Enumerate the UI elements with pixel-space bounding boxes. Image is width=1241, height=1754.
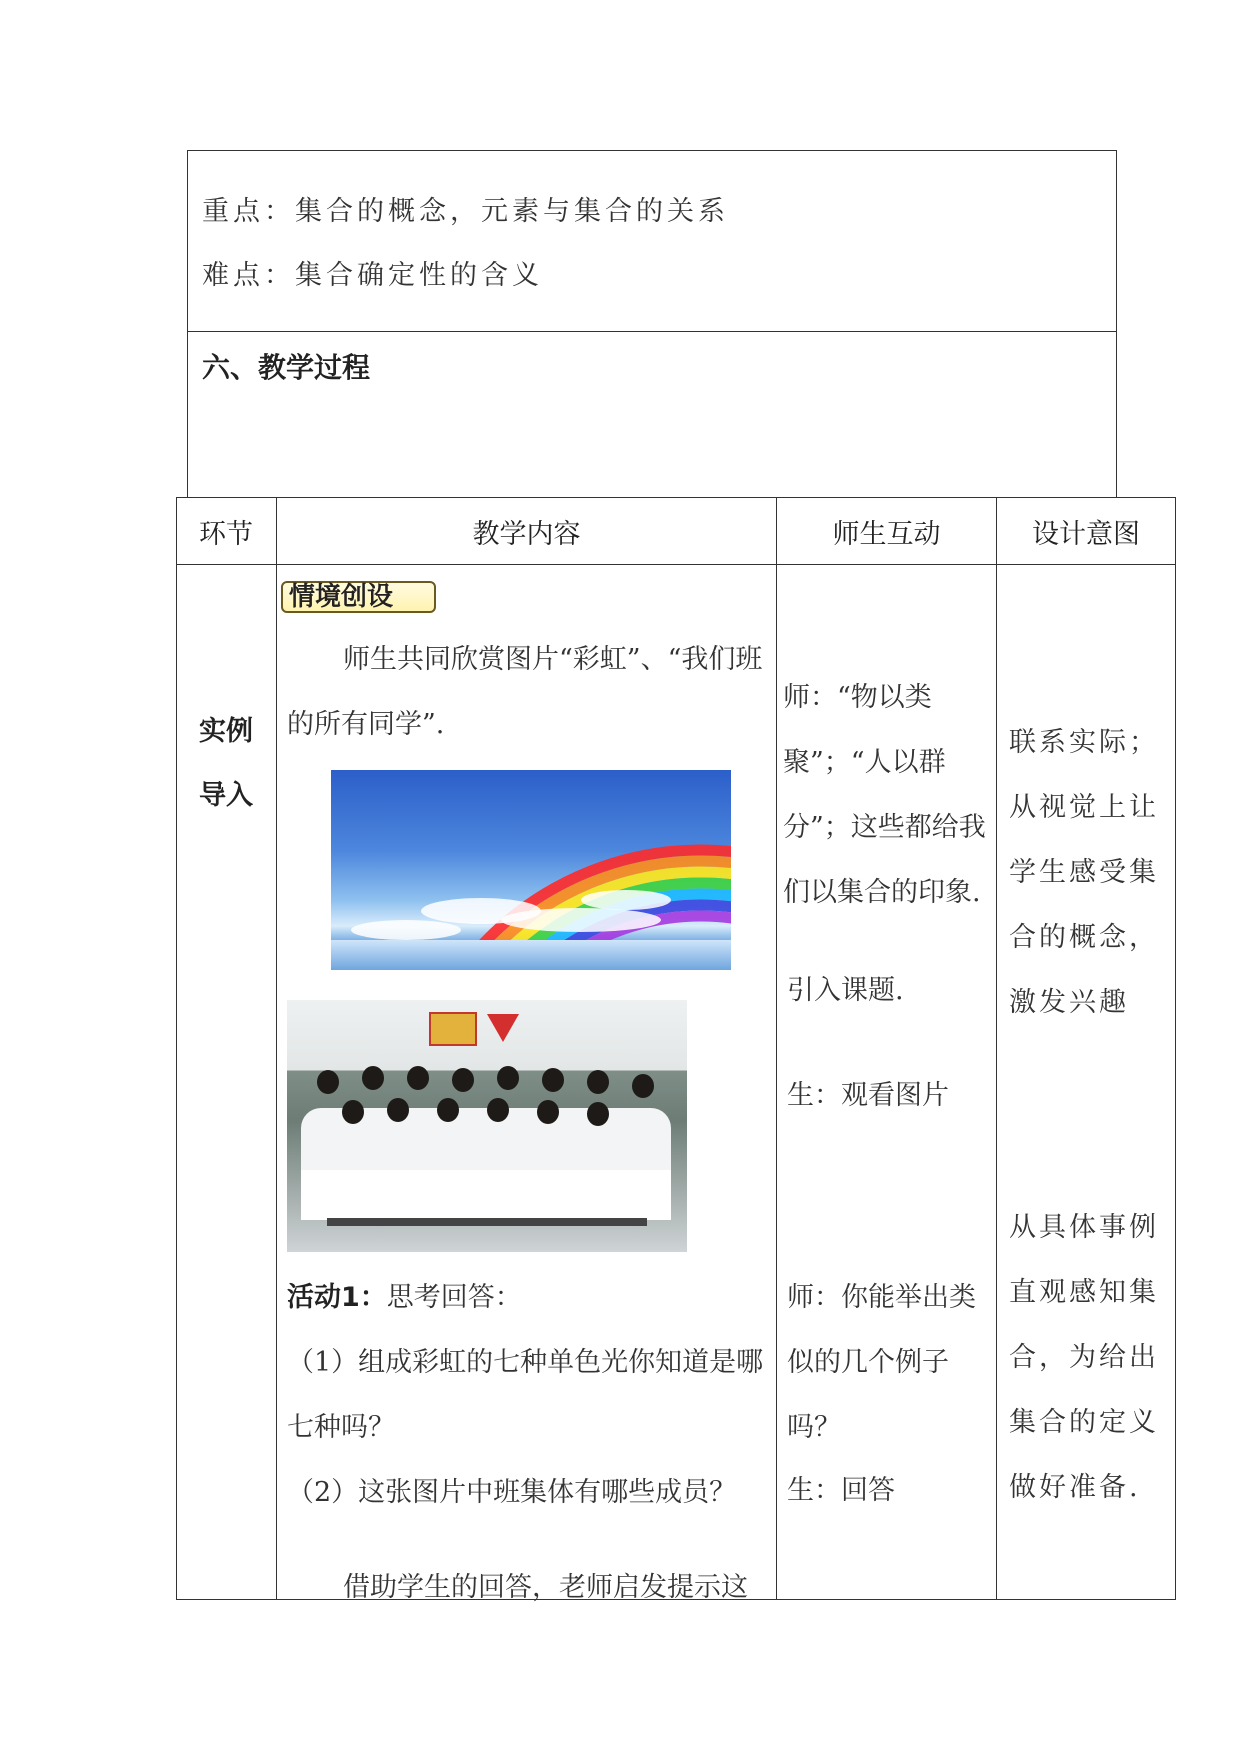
header-intent: 设计意图 (997, 498, 1176, 565)
interaction-t1: 师：“物以类聚”；“人以群分”；这些都给我们以集合的印象. (783, 682, 986, 908)
key-points-box (187, 150, 1117, 332)
segment-line1: 实例 (199, 716, 253, 747)
segment-line2: 导入 (199, 780, 253, 811)
question-2: （2）这张图片中班集体有哪些成员？ (287, 1477, 737, 1508)
activity-label: 活动1： (287, 1282, 387, 1313)
header-content: 教学内容 (277, 498, 777, 565)
header-segment: 环节 (177, 498, 277, 565)
header-interaction: 师生互动 (777, 498, 997, 565)
rainbow-image (331, 770, 731, 970)
interaction-t2: 引入课题. (787, 975, 904, 1006)
key-point-text: 重点：集合的概念，元素与集合的关系 (202, 196, 729, 227)
table-row (177, 565, 1176, 1600)
difficulty-text: 难点：集合确定性的含义 (202, 260, 543, 291)
intro-text: 师生共同欣赏图片“彩虹”、“我们班的所有同学”. (287, 644, 763, 740)
badge-icon (487, 1014, 519, 1042)
process-section (187, 332, 1117, 498)
section-heading: 六、教学过程 (202, 351, 371, 384)
situation-tag: 情境创设 (281, 581, 436, 613)
interaction-cell (777, 565, 997, 1600)
intent-p2: 从具体事例直观感知集合，为给出集合的定义做好准备. (1009, 1212, 1159, 1503)
intent-p1: 联系实际；从视觉上让学生感受集合的概念，激发兴趣 (1009, 727, 1159, 1018)
closing-text: 借助学生的回答，老师启发提示这 (343, 1572, 748, 1603)
interaction-t5: 生：回答 (787, 1475, 895, 1506)
award-frame-icon (429, 1012, 477, 1046)
interaction-t4: 师：你能举出类似的几个例子吗？ (787, 1282, 976, 1443)
intent-cell (997, 565, 1176, 1600)
class-photo (287, 1000, 687, 1252)
table-header-row (177, 498, 1176, 565)
content-cell (277, 565, 777, 1603)
segment-cell (177, 565, 277, 1600)
activity-text: 思考回答： (386, 1282, 522, 1313)
interaction-t3: 生：观看图片 (787, 1080, 949, 1111)
question-1: （1）组成彩虹的七种单色光你知道是哪七种吗？ (287, 1347, 764, 1443)
teaching-process-table (176, 497, 1176, 1603)
